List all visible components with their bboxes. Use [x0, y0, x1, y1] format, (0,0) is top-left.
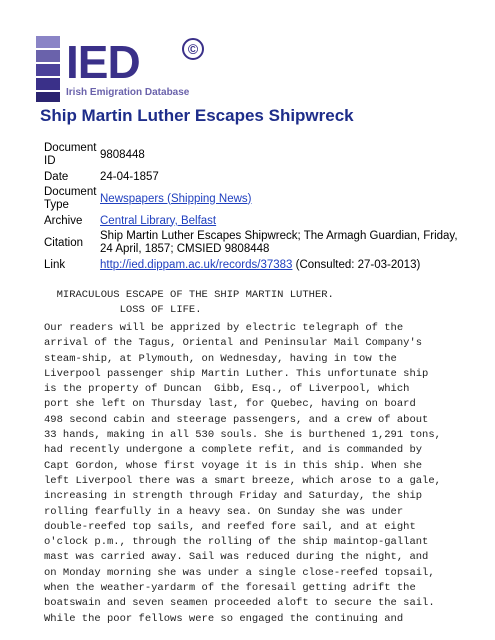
- meta-label-part: Document: [44, 186, 97, 198]
- meta-value-citation: [100, 230, 489, 256]
- article-line: double-reefed top sails, and reefed fore sail, and at eight: [44, 520, 416, 533]
- logo-subtitle: Irish Emigration Database: [66, 87, 190, 98]
- article-line: on Monday morning she was under a single close-reefed topsail,: [44, 566, 435, 579]
- article-line: is the property of Duncan Gibb, Esq., of Liverpool, which: [44, 383, 410, 396]
- citation-line: Ship Martin Luther Escapes Shipwreck; The Armagh Guardian, Friday,: [100, 230, 458, 242]
- article-line: increasing in strength through Friday and Saturday, the ship: [44, 490, 423, 503]
- meta-value-document-type: [100, 186, 489, 212]
- record-metadata-table: [44, 142, 489, 274]
- meta-label-part: Document: [44, 142, 97, 154]
- meta-row-link: [44, 256, 489, 274]
- meta-row-document-id: [44, 142, 489, 168]
- meta-label-document-type: [44, 186, 100, 212]
- meta-value-document-id: 9808448: [100, 148, 145, 161]
- record-url-link[interactable]: http://ied.dippam.ac.uk/records/37383: [100, 258, 293, 271]
- article-line: 498 second cabin and steerage passengers, and a crew of about: [44, 413, 429, 426]
- article-line: Liverpool passenger ship Martin Luther. This unfortunate ship: [44, 367, 429, 380]
- article-line: Capt Gordon, whose first voyage it is in this ship. When she: [44, 459, 423, 472]
- meta-value-link: [100, 256, 489, 274]
- ied-logo[interactable]: [36, 36, 206, 102]
- article-line: had recently undergone a complete refit, and is commanded by: [44, 444, 423, 457]
- headline-line: LOSS OF LIFE.: [44, 304, 202, 317]
- meta-label-document-id: [44, 142, 100, 168]
- article-line: when the weather-yardarm of the foresail getting adrift the: [44, 582, 416, 595]
- logo-brand-text: IED: [66, 36, 140, 88]
- article-line: o'clock p.m., through the rolling of the ship maintop-gallant: [44, 536, 429, 549]
- consulted-note: (Consulted: 27-03-2013): [292, 258, 421, 271]
- archive-link[interactable]: Central Library, Belfast: [100, 214, 217, 227]
- meta-label-part: ID: [44, 155, 56, 167]
- article-line: Our readers will be apprized by electric telegraph of the: [44, 322, 404, 334]
- meta-label-citation: Citation: [44, 236, 83, 249]
- article-line: rolling fearfully in a heavy sea. On Sunday she was under: [44, 505, 404, 518]
- meta-value-date: 24-04-1857: [100, 170, 159, 183]
- article-line: arrival of the Tagus, Oriental and Peninsular Mail Company's: [44, 337, 423, 350]
- article-line: port she left on Thursday last, for Quebec, having on board: [44, 398, 416, 411]
- meta-label-date: Date: [44, 170, 69, 183]
- meta-row-archive: [44, 212, 489, 230]
- document-type-link[interactable]: Newspapers (Shipping News): [100, 192, 252, 205]
- meta-value-archive: [100, 212, 489, 230]
- meta-label-link: Link: [44, 258, 66, 271]
- page-title: Ship Martin Luther Escapes Shipwreck: [40, 106, 354, 125]
- meta-row-citation: [44, 230, 489, 256]
- article-body: [44, 321, 441, 627]
- meta-row-document-type: [44, 186, 489, 212]
- logo-mark-icon: [36, 36, 60, 102]
- meta-row-date: [44, 168, 489, 186]
- meta-label-part: Type: [44, 199, 69, 211]
- headline-line: MIRACULOUS ESCAPE OF THE SHIP MARTIN LUTHER.: [44, 289, 334, 301]
- article-line: 33 hands, making in all 530 souls. She is burthened 1,291 tons,: [44, 429, 441, 442]
- article-line: left Liverpool there was a smart breeze, which arose to a gale,: [44, 474, 441, 487]
- article-line: steam-ship, at Plymouth, on Wednesday, having in tow the: [44, 352, 397, 365]
- article-line: mast was carried away. Sail was reduced during the night, and: [44, 551, 429, 564]
- citation-line: 24 April, 1857; CMSIED 9808448: [100, 243, 270, 255]
- article-line: boatswain and seven seamen proceeded aloft to secure the sail.: [44, 597, 435, 610]
- meta-label-archive: Archive: [44, 214, 83, 227]
- copyright-icon: ©: [182, 38, 204, 60]
- article-headline: [44, 288, 334, 319]
- article-line: While the poor fellows were so engaged the continuing and: [44, 612, 404, 625]
